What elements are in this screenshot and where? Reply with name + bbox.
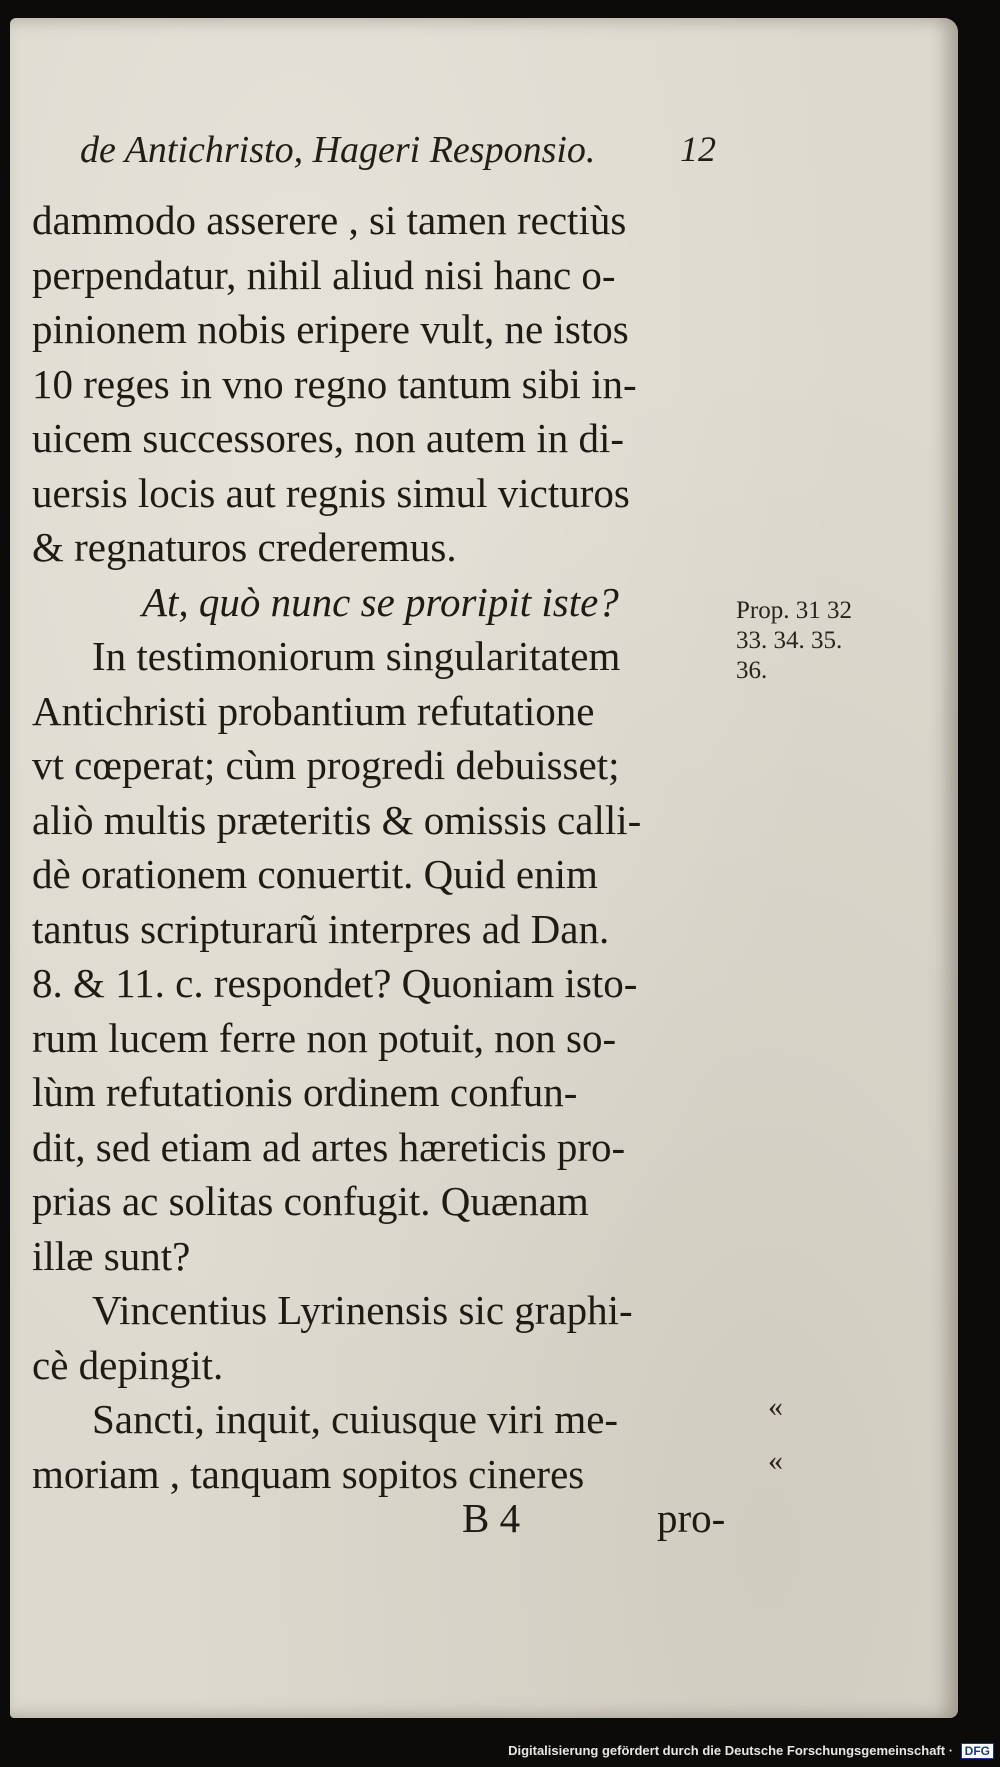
text-line: tantus scripturarũ interpres ad Dan. xyxy=(32,905,610,952)
text-line: cè depingit. xyxy=(32,1341,224,1388)
margin-note-line: Prop. 31 32 xyxy=(736,597,852,624)
text-line: dit, sed etiam ad artes hæreticis pro- xyxy=(32,1123,626,1170)
marginal-reference xyxy=(736,596,886,686)
text-line: illæ sunt? xyxy=(32,1232,191,1279)
footer-credit: Digitalisierung gefördert durch die Deutsche Forschungsgemeinschaft · xyxy=(508,1743,954,1758)
text-line: dammodo asserere , si tamen rectiùs xyxy=(32,197,627,243)
text-line: moriam , tanquam sopitos cineres xyxy=(32,1450,585,1497)
running-title: de Antichristo, Hageri Responsio. xyxy=(80,129,596,171)
text-line: 10 reges in vno regno tantum sibi in- xyxy=(32,360,637,407)
quote-mark: « xyxy=(768,1390,783,1423)
text-line: In testimoniorum singularitatem xyxy=(92,633,621,679)
book-page xyxy=(10,18,958,1718)
text-line: lùm refutationis ordinem confun- xyxy=(32,1069,578,1115)
text-line: prias ac solitas confugit. Quænam xyxy=(32,1178,589,1224)
text-line: & regnaturos crederemus. xyxy=(32,524,457,570)
margin-note-line: 36. xyxy=(736,657,768,684)
text-line: aliò multis præteritis & omissis calli- xyxy=(32,796,642,843)
main-text-block xyxy=(32,193,732,1501)
margin-note-line: 33. 34. 35. xyxy=(736,627,843,654)
signature-mark: B 4 xyxy=(462,1495,521,1541)
catchword: pro- xyxy=(657,1495,726,1541)
text-line: rum lucem ferre non potuit, non so- xyxy=(32,1014,617,1061)
text-line: uicem successores, non autem in di- xyxy=(32,415,625,461)
quotation-marks xyxy=(768,1380,808,1488)
dfg-logo: DFG xyxy=(961,1743,994,1759)
digitization-footer xyxy=(508,1743,994,1763)
text-line: pinionem nobis eripere vult, ne istos xyxy=(32,306,629,352)
page-number: 12 xyxy=(680,129,716,169)
text-line: Vincentius Lyrinensis sic graphi- xyxy=(92,1287,633,1333)
text-line: vt cœperat; cùm progredi debuisset; xyxy=(32,742,620,788)
text-line: dè orationem conuertit. Quid enim xyxy=(32,851,598,897)
text-line: 8. & 11. c. respondet? Quoniam isto- xyxy=(32,960,638,1006)
running-header xyxy=(70,128,720,180)
question-line: At, quò nunc se proripit iste? xyxy=(142,578,619,625)
signature-line xyxy=(462,1494,752,1550)
text-line: Sancti, inquit, cuiusque viri me- xyxy=(92,1396,619,1442)
text-line: perpendatur, nihil aliud nisi hanc o- xyxy=(32,251,616,298)
quote-mark: « xyxy=(768,1444,783,1477)
text-line: uersis locis aut regnis simul victuros xyxy=(32,469,630,516)
text-line: Antichristi probantium refutatione xyxy=(32,687,595,734)
